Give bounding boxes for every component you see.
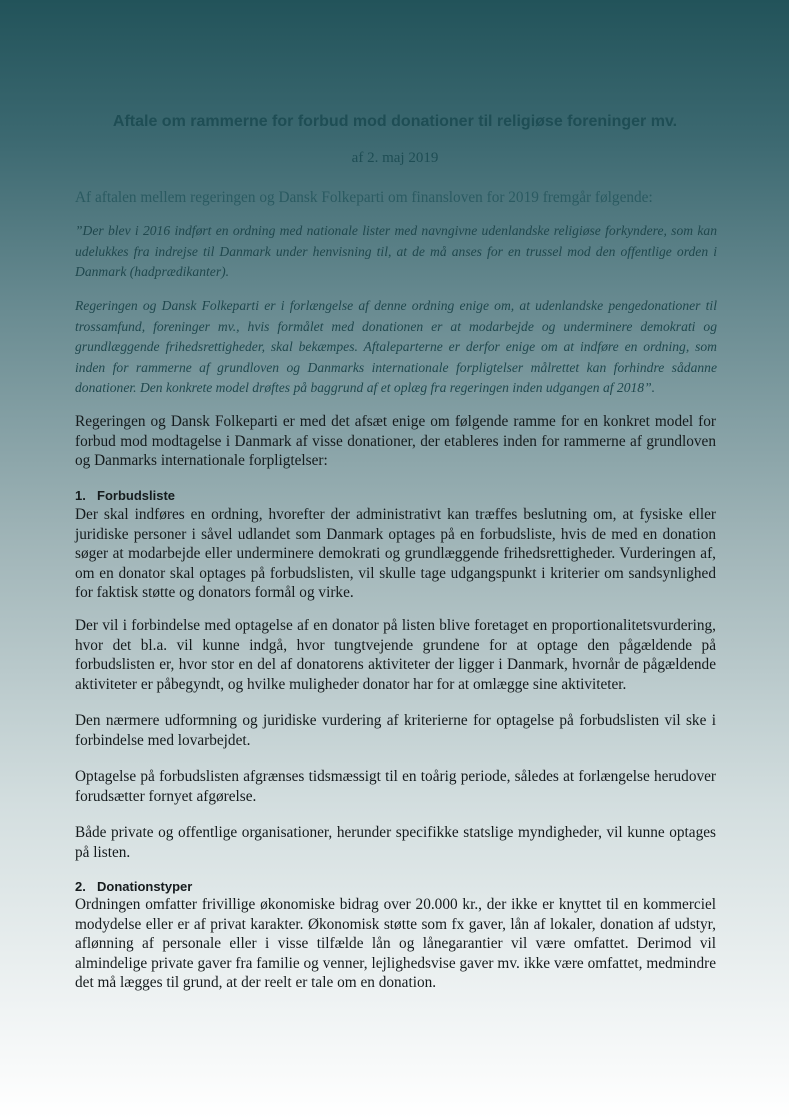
section-2-number: 2.	[75, 879, 86, 894]
document-title: Aftale om rammerne for forbud mod donationer til religiøse foreninger mv.	[112, 113, 678, 130]
agreement-paragraph: Regeringen og Dansk Folkeparti er med det afsæt enige om følgende ramme for en konkret model for forbud mod modtagelse i Danmark af visse donationer, der etableres inden for rammerne af grundloven og Danmarks internationale forpligtelser:	[75, 413, 716, 469]
quote-paragraph-2: Regeringen og Dansk Folkeparti er i forlængelse af denne ordning enige om, at udenlandske pengedonationer til trossamfund, foreninger mv., hvis formålet med donationen er at modarbejde og underminere demokrati og grundlæggende frihedsrettigheder, skal bekæmpes. Aftaleparterne er derfor enige om at indføre en ordning, som inden for rammerne af grundloven og Danmarks internationale forpligtelser målrettet kan forhindre sådanne donationer. Den konkrete model drøftes på baggrund af et oplæg fra regeringen inden udgangen af 2018”.	[75, 298, 717, 395]
section-1-paragraph-1: Der skal indføres en ordning, hvorefter der administrativt kan træffes beslutning om, at fysiske eller juridiske personer i såvel udlandet som Danmark optages på en forbudsliste, hvis de med en donation søger at modarbejde eller underminere demokrati og grundlæggende frihedsrettigheder. Vurderingen af, om en donator skal optages på forbudslisten, vil skulle tage udgangspunkt i kriterier om sandsynlighed for faktisk støtte og donators formål og virke.	[75, 506, 716, 601]
section-1-paragraph-2: Der vil i forbindelse med optagelse af en donator på listen blive foretaget en proportionalitetsvurdering, hvor det bl.a. vil kunne indgå, hvor tungtvejende grundene for at optage den pågældende på forbudslisten er, hvor stor en del af donatorens aktiviteter der ligger i Danmark, hvornår de pågældende aktiviteter er påbegyndt, og hvilke muligheder donator har for at omlægge sine aktiviteter.	[75, 617, 716, 693]
section-1-paragraph-3: Den nærmere udformning og juridiske vurdering af kriterierne for optagelse på forbudslisten vil ske i forbindelse med lovarbejdet.	[75, 712, 716, 749]
quote-paragraph-1: ”Der blev i 2016 indført en ordning med nationale lister med navngivne udenlandske religiøse forkyndere, som kan udelukkes fra indrejse til Danmark under henvisning til, at de må anses for en trussel mod den offentlige orden i Danmark (hadprædikanter).	[75, 223, 717, 279]
section-2-heading	[75, 879, 192, 894]
section-1-number: 1.	[75, 488, 86, 503]
section-1-heading	[75, 488, 175, 503]
section-2-paragraph-1: Ordningen omfatter frivillige økonomiske bidrag over 20.000 kr., der ikke er knyttet til en kommerciel modydelse eller er af privat karakter. Økonomisk støtte som fx gaver, lån af lokaler, donation af udstyr, aflønning af personale eller i visse tilfælde lån og lånegarantier vil være omfattet. Derimod vil almindelige private gaver fra familie og venner, lejlighedsvise gaver mv. ikke være omfattet, medmindre det må lægges til grund, at der reelt er tale om en donation.	[75, 896, 716, 991]
section-1-paragraph-4: Optagelse på forbudslisten afgrænses tidsmæssigt til en toårig periode, således at forlængelse herudover forudsætter fornyet afgørelse.	[75, 768, 716, 805]
intro-paragraph: Af aftalen mellem regeringen og Dansk Folkeparti om finansloven for 2019 fremgår følgende:	[75, 189, 653, 206]
section-2-title: Donationstyper	[97, 879, 193, 894]
section-1-title: Forbudsliste	[97, 488, 176, 503]
document-date: af 2. maj 2019	[351, 150, 439, 166]
section-1-paragraph-5: Både private og offentlige organisationer, herunder specifikke statslige myndigheder, vil kunne optages på listen.	[75, 824, 716, 861]
